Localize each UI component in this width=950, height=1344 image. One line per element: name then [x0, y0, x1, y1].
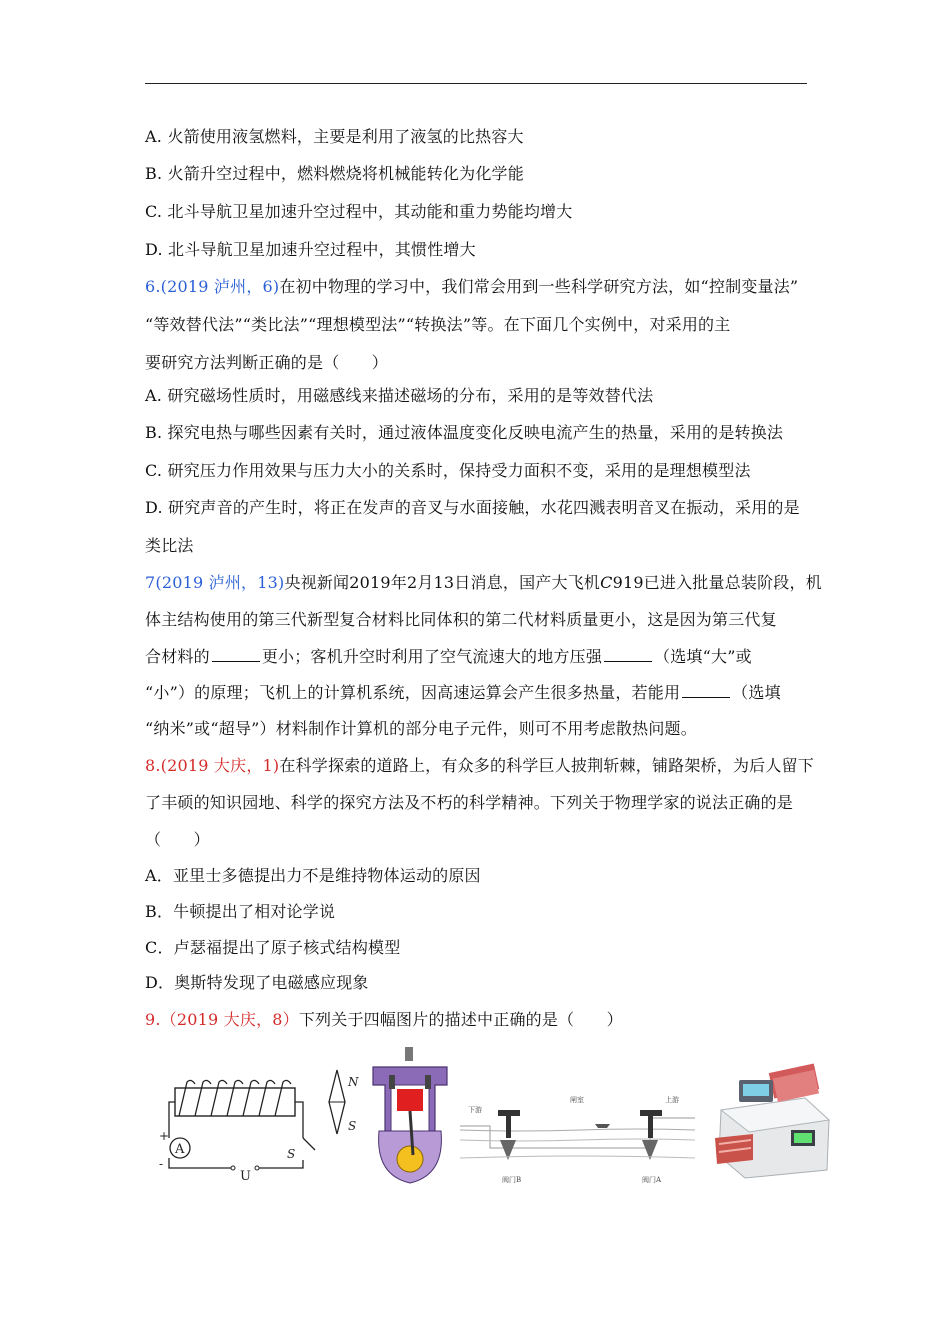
q7-blank-2[interactable] — [604, 647, 652, 662]
header-rule — [145, 83, 807, 84]
q7-line1: 7(2019 泸州，13)央视新闻2019年2月13日消息，国产大飞机C919已进入批量总装阶段，机 — [145, 573, 822, 592]
valve-b-label: 阀门B — [502, 1176, 522, 1184]
q6-line3: 要研究方法判断正确的是（ ） — [145, 353, 389, 372]
q9-source: 9.（2019 大庆，8） — [145, 1010, 299, 1029]
q8-option-c: C．卢瑟福提出了原子核式结构模型 — [145, 938, 401, 957]
q6-option-d-cont: 类比法 — [145, 536, 194, 555]
q7-line4: “小”）的原理；飞机上的计算机系统，因高速运算会产生很多热量，若能用 （选填 — [145, 683, 781, 702]
valve-a-label: 阀门A — [642, 1176, 662, 1184]
q6-option-a: A. 研究磁场性质时，用磁感线来描述磁场的分布，采用的是等效替代法 — [145, 386, 654, 405]
q6-line1: 6.(2019 泸州，6)在初中物理的学习中，我们常会用到一些科学研究方法，如“控制变量法” — [145, 277, 799, 296]
q8-line1: 8.(2019 大庆，1)在科学探索的道路上，有众多的科学巨人披荆斩棘，铺路架桥，为后人留下 — [145, 756, 814, 775]
switch-label: S — [287, 1147, 296, 1161]
lower-label: 下游 — [468, 1106, 482, 1114]
figure-solenoid-circuit — [155, 1050, 365, 1190]
figure-engine-cylinder — [365, 1045, 455, 1195]
q7-blank-3[interactable] — [682, 683, 730, 698]
q7-line2: 体主结构使用的第三代新型复合材料比同体积的第二代材料质量更小，这是因为第三代复 — [145, 610, 777, 629]
chamber-label: 闸室 — [570, 1096, 584, 1104]
q5-option-c: C. 北斗导航卫星加速升空过程中，其动能和重力势能均增大 — [145, 202, 573, 221]
q9-line1: 9.（2019 大庆，8）下列关于四幅图片的描述中正确的是（ ） — [145, 1010, 623, 1029]
q7-line3: 合材料的 更小；客机升空时利用了空气流速大的地方压强 （选填“大”或 — [145, 647, 752, 666]
q8-source: 8.(2019 大庆，1) — [145, 756, 280, 775]
voltage-label: U — [240, 1169, 251, 1184]
q5-option-b: B. 火箭升空过程中，燃料燃烧将机械能转化为化学能 — [145, 164, 524, 183]
north-label: N — [348, 1075, 359, 1089]
south-label: S — [348, 1119, 357, 1133]
q5-option-a: A. 火箭使用液氢燃料，主要是利用了液氢的比热容大 — [145, 127, 524, 146]
figure-ship-lock — [460, 1088, 695, 1188]
q7-blank-1[interactable] — [212, 647, 260, 662]
q5-option-d: D. 北斗导航卫星加速升空过程中，其惯性增大 — [145, 240, 476, 259]
q6-line2: “等效替代法”“类比法”“理想模型法”“转换法”等。在下面几个实例中，对采用的主 — [145, 315, 731, 334]
q7-line5: “纳米”或“超导”）材料制作计算机的部分电子元件，则可不用考虑散热问题。 — [145, 719, 697, 738]
upper-label: 上游 — [665, 1096, 679, 1104]
q6-option-d: D. 研究声音的产生时，将正在发声的音叉与水面接触，水花四溅表明音叉在振动，采用的是 — [145, 498, 800, 517]
q8-option-b: B．牛顿提出了相对论学说 — [145, 902, 336, 921]
figure-money-counter — [705, 1060, 835, 1185]
q8-option-a: A．亚里士多德提出力不是维持物体运动的原因 — [145, 866, 481, 885]
q8-line2: 了丰硕的知识园地、科学的探究方法及不朽的科学精神。下列关于物理学家的说法正确的是 — [145, 793, 794, 812]
q6-source: 6.(2019 泸州，6) — [145, 277, 280, 296]
q7-source: 7(2019 泸州，13) — [145, 573, 285, 592]
q8-line3: （ ） — [145, 830, 210, 849]
plus-label: + — [159, 1129, 170, 1143]
minus-label: - — [159, 1157, 164, 1171]
ammeter-label: A — [175, 1142, 185, 1157]
q8-option-d: D．奥斯特发现了电磁感应现象 — [145, 973, 369, 992]
q6-option-c: C. 研究压力作用效果与压力大小的关系时，保持受力面积不变，采用的是理想模型法 — [145, 461, 751, 480]
q6-option-b: B. 探究电热与哪些因素有关时，通过液体温度变化反映电流产生的热量，采用的是转换法 — [145, 423, 784, 442]
